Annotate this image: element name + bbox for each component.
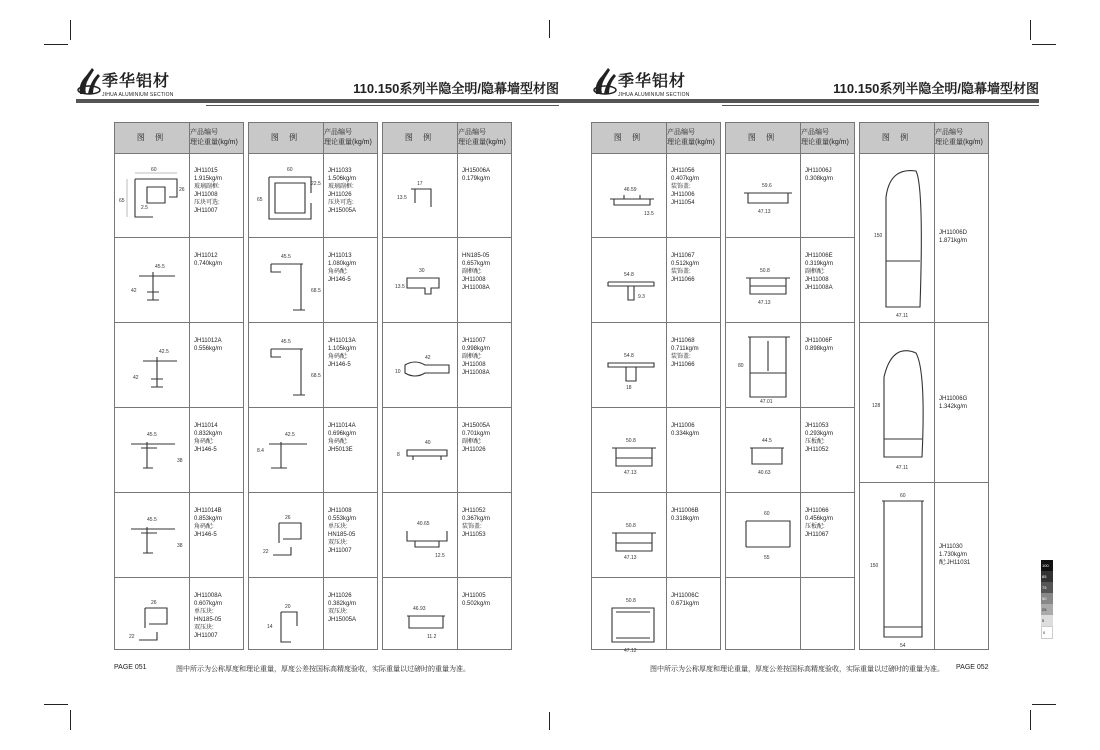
brand-sub: JIHUA ALUMINIUM SECTION [618, 92, 690, 98]
svg-text:150: 150 [874, 233, 883, 239]
column-header [383, 123, 511, 154]
profile-info: JH11008 0.553kg/m 单压块: HN185-05 双压块: JH11007 [328, 508, 357, 554]
header-info [458, 128, 506, 148]
header-weight: 理论重量(kg/m) [458, 139, 506, 146]
svg-text:47.12: 47.12 [624, 648, 637, 654]
profile-cell [249, 493, 377, 578]
svg-text:10: 10 [395, 369, 401, 375]
svg-text:60: 60 [764, 511, 770, 517]
svg-text:47.13: 47.13 [624, 470, 637, 476]
header-code: 产品编号 [667, 129, 695, 136]
svg-text:26: 26 [179, 187, 185, 193]
svg-text:60: 60 [287, 167, 293, 173]
svg-text:45.5: 45.5 [155, 264, 165, 270]
column-header [592, 123, 720, 154]
gray-swatch: 85 [1041, 571, 1053, 582]
header-code: 产品编号 [801, 129, 829, 136]
profile-cell [383, 153, 511, 238]
profile-info: JH11068 0.711kg/m 装饰盖: JH11066 [671, 338, 699, 368]
svg-text:42.5: 42.5 [159, 349, 169, 355]
logo-icon [76, 64, 102, 98]
gray-swatch: 50 [1041, 593, 1053, 604]
brand-name: 季华铝材 [618, 73, 687, 90]
header-weight: 理论重量(kg/m) [324, 139, 372, 146]
svg-text:26: 26 [151, 600, 157, 606]
svg-text:60: 60 [151, 167, 157, 173]
catalog-column-4 [591, 122, 721, 654]
profile-cell [383, 323, 511, 408]
profile-info: JH15005A 0.701kg/m 副框配: JH11026 [462, 423, 491, 453]
profile-cell [726, 408, 854, 493]
profile-info: JH11006F 0.898kg/m [805, 338, 834, 352]
footer-note: 图中所示为公称厚度和理论重量，厚度公差按国标高精度验收，实际重量以过磅时的重量为准。 [176, 666, 470, 673]
profile-info: JH11007 0.998kg/m 副框配: JH11008 JH11008A [462, 338, 491, 376]
profile-cell [249, 408, 377, 493]
profile-info: JH11006C 0.671kg/m [671, 593, 700, 607]
profile-cell [249, 153, 377, 238]
brand-sub: JIHUA ALUMINIUM SECTION [102, 92, 174, 98]
footer-note: 图中所示为公称厚度和理论重量，厚度公差按国标高精度验收，实际重量以过磅时的重量为准。 [650, 666, 944, 673]
header-info [801, 128, 849, 148]
crop-mark [70, 20, 71, 40]
header-weight: 理论重量(kg/m) [667, 139, 715, 146]
crop-mark [549, 20, 550, 38]
svg-text:17: 17 [417, 181, 423, 187]
profile-cell [115, 408, 243, 493]
svg-text:42: 42 [133, 375, 139, 381]
profile-info: JH11006 0.334kg/m [671, 423, 700, 437]
svg-text:38: 38 [177, 458, 183, 464]
profile-cell [726, 238, 854, 323]
svg-text:65: 65 [119, 198, 125, 204]
svg-text:42: 42 [131, 288, 137, 294]
svg-text:50.8: 50.8 [626, 438, 636, 444]
profile-cell [592, 578, 720, 663]
svg-text:8: 8 [397, 452, 400, 458]
header-weight: 理论重量(kg/m) [190, 139, 238, 146]
column-header [726, 123, 854, 154]
svg-text:12.5: 12.5 [435, 553, 445, 559]
profile-info: JH11013A 1.105kg/m 角码配: JH146-5 [328, 338, 357, 368]
column-header [860, 123, 988, 154]
header-rule [556, 99, 1039, 103]
catalog-column-5 [725, 122, 855, 650]
svg-text:45.5: 45.5 [281, 339, 291, 345]
profile-info: JH11053 0.293kg/m 压板配: JH11052 [805, 423, 834, 453]
svg-text:47.01: 47.01 [760, 399, 773, 403]
profile-cell [592, 153, 720, 238]
column-header [115, 123, 243, 154]
svg-text:80: 80 [738, 363, 744, 369]
svg-text:26: 26 [285, 515, 291, 521]
profile-info: JH11006E 0.319kg/m 副框配: JH11008 JH11008A [805, 253, 834, 291]
gray-swatch: 0 [1041, 626, 1053, 639]
profile-cell [592, 493, 720, 578]
svg-text:42.5: 42.5 [285, 432, 295, 438]
profile-cell [115, 153, 243, 238]
svg-text:45.5: 45.5 [281, 254, 291, 260]
svg-text:30: 30 [419, 268, 425, 274]
svg-text:47.13: 47.13 [758, 209, 771, 215]
svg-text:13.5: 13.5 [644, 211, 654, 217]
svg-text:50.8: 50.8 [626, 598, 636, 604]
header-figure: 图 例 [881, 133, 913, 142]
catalog-column-1 [114, 122, 244, 650]
logo-icon [592, 64, 618, 98]
profile-info: JH11005 0.502kg/m [462, 593, 491, 607]
profile-info: JH11014A 0.696kg/m 角码配: JH5013E [328, 423, 357, 453]
profile-cell [115, 578, 243, 663]
svg-text:13.5: 13.5 [395, 284, 405, 290]
profile-info: JH11066 0.456kg/m 压板配: JH11067 [805, 508, 834, 538]
column-header [249, 123, 377, 154]
crop-mark [1030, 20, 1031, 40]
svg-text:54: 54 [900, 643, 906, 647]
profile-cell [726, 493, 854, 578]
page-title: 110.150系列半隐全明/隐幕墙型材图 [833, 81, 1039, 96]
gray-swatch: 25 [1041, 604, 1053, 615]
profile-cell [115, 323, 243, 408]
crop-mark [70, 710, 71, 730]
svg-text:47.11: 47.11 [896, 313, 909, 317]
profile-cell [592, 238, 720, 323]
profile-cell [249, 323, 377, 408]
svg-text:40: 40 [425, 440, 431, 446]
left-page [76, 48, 559, 678]
svg-text:9.3: 9.3 [638, 294, 645, 300]
profile-info: JH15006A 0.179kg/m [462, 168, 491, 182]
header-weight: 理论重量(kg/m) [801, 139, 849, 146]
svg-text:18: 18 [626, 385, 632, 391]
svg-text:20: 20 [285, 604, 291, 610]
svg-text:40.63: 40.63 [758, 470, 771, 476]
header-figure: 图 例 [747, 133, 779, 142]
crop-mark [1030, 710, 1031, 730]
svg-text:68.5: 68.5 [311, 288, 321, 294]
profile-cell [383, 408, 511, 493]
header-code: 产品编号 [190, 129, 218, 136]
crop-mark [44, 44, 68, 45]
profile-info: JH11006G 1.342kg/m [939, 396, 968, 410]
profile-cell [249, 578, 377, 663]
header-figure: 图 例 [613, 133, 645, 142]
profile-info: JH11008A 0.607kg/m 单压块: HN185-05 双压块: JH11007 [194, 593, 223, 639]
svg-text:8.4: 8.4 [257, 448, 264, 454]
svg-text:59.6: 59.6 [762, 183, 772, 189]
svg-text:14: 14 [267, 624, 273, 630]
header-info [324, 128, 372, 148]
crop-mark [549, 712, 550, 730]
svg-text:11.2: 11.2 [427, 634, 437, 640]
header-info [667, 128, 715, 148]
svg-text:47.13: 47.13 [624, 555, 637, 561]
profile-cell [726, 323, 854, 408]
profile-info: JH11006B 0.318kg/m [671, 508, 700, 522]
svg-text:55: 55 [764, 555, 770, 561]
profile-info: JH11013 1.080kg/m 角码配: JH146-5 [328, 253, 357, 283]
header-info [190, 128, 238, 148]
crop-mark [1032, 44, 1056, 45]
svg-text:22: 22 [129, 634, 135, 640]
gray-swatch: 100 [1041, 560, 1053, 571]
profile-info: JH11006D 1.871kg/m [939, 230, 968, 244]
profile-cell [115, 238, 243, 323]
gray-swatch: 75 [1041, 582, 1053, 593]
svg-text:47.13: 47.13 [758, 300, 771, 306]
crop-mark [44, 704, 68, 705]
svg-text:65: 65 [257, 197, 263, 203]
profile-info: JH11012 0.740kg/m [194, 253, 223, 267]
svg-text:13.5: 13.5 [397, 195, 407, 201]
header-code: 产品编号 [935, 129, 963, 136]
brand-name: 季华铝材 [102, 73, 171, 90]
profile-cell [592, 323, 720, 408]
profile-info: JH11026 0.382kg/m 双压块: JH15005A [328, 593, 357, 623]
svg-text:42: 42 [425, 355, 431, 361]
profile-info: JH11056 0.407kg/m 装饰盖: JH11006 JH11054 [671, 168, 700, 206]
svg-text:68.5: 68.5 [311, 373, 321, 379]
grayscale-bar [1041, 560, 1053, 639]
svg-text:46.59: 46.59 [624, 187, 637, 193]
profile-info: JH11033 1.506kg/m 玻璃副框: JH11026 压块可选: JH15005A [328, 168, 357, 214]
profile-cell [860, 323, 988, 483]
profile-cell [249, 238, 377, 323]
header-figure: 图 例 [136, 133, 168, 142]
header-weight: 理论重量(kg/m) [935, 139, 983, 146]
crop-mark [1032, 704, 1056, 705]
svg-text:50.8: 50.8 [626, 523, 636, 529]
svg-text:22: 22 [263, 549, 269, 555]
page-title: 110.150系列半隐全明/隐幕墙型材图 [353, 81, 559, 96]
svg-text:128: 128 [872, 403, 881, 409]
profile-info: JH11014 0.832kg/m 角码配: JH146-5 [194, 423, 223, 453]
header-rule-thin [722, 105, 1039, 106]
svg-text:2.5: 2.5 [141, 205, 148, 211]
profile-cell [592, 408, 720, 493]
profile-info: JH11006J 0.308kg/m [805, 168, 834, 182]
right-page [556, 48, 1039, 678]
svg-text:45.5: 45.5 [147, 517, 157, 523]
header-rule [76, 99, 559, 103]
profile-cell [383, 493, 511, 578]
profile-cell [383, 238, 511, 323]
svg-text:54.8: 54.8 [624, 272, 634, 278]
svg-text:54.8: 54.8 [624, 353, 634, 359]
svg-text:60: 60 [900, 493, 906, 499]
profile-cell [115, 493, 243, 578]
svg-text:40.65: 40.65 [417, 521, 430, 527]
header-code: 产品编号 [324, 129, 352, 136]
svg-text:38: 38 [177, 543, 183, 549]
profile-info: HN185-05 0.657kg/m 副框配: JH11008 JH11008A [462, 253, 491, 291]
page-number: PAGE 052 [956, 664, 989, 671]
svg-text:47.11: 47.11 [896, 465, 909, 471]
gray-swatch: 5 [1041, 615, 1053, 626]
profile-cell [383, 578, 511, 663]
header-info [935, 128, 983, 148]
header-figure: 图 例 [404, 133, 436, 142]
svg-text:46.93: 46.93 [413, 606, 426, 612]
svg-text:45.5: 45.5 [147, 432, 157, 438]
svg-text:44.5: 44.5 [762, 438, 772, 444]
profile-info: JH11015 1.915kg/m 玻璃副框: JH11008 压块可选: JH11007 [194, 168, 223, 214]
profile-info: JH11052 0.367kg/m 装饰盖: JH11053 [462, 508, 491, 538]
profile-cell-empty [726, 578, 854, 663]
profile-info: JH11012A 0.556kg/m [194, 338, 223, 352]
svg-text:22.5: 22.5 [311, 181, 321, 187]
profile-info: JH11067 0.512kg/m 装饰盖: JH11066 [671, 253, 700, 283]
catalog-column-6 [859, 122, 989, 650]
page-number: PAGE 051 [114, 664, 147, 671]
profile-cell [860, 483, 988, 651]
header-rule-thin [206, 105, 559, 106]
header-code: 产品编号 [458, 129, 486, 136]
svg-text:150: 150 [870, 563, 879, 569]
profile-cell [726, 153, 854, 238]
profile-drawing [117, 157, 189, 233]
header-figure: 图 例 [270, 133, 302, 142]
profile-cell [860, 153, 988, 323]
profile-info: JH11014B 0.853kg/m 角码配: JH146-5 [194, 508, 223, 538]
catalog-column-3 [382, 122, 512, 650]
profile-info: JH11030 1.730kg/m 配:JH11031 [939, 544, 971, 566]
svg-text:50.8: 50.8 [760, 268, 770, 274]
catalog-column-2 [248, 122, 378, 650]
